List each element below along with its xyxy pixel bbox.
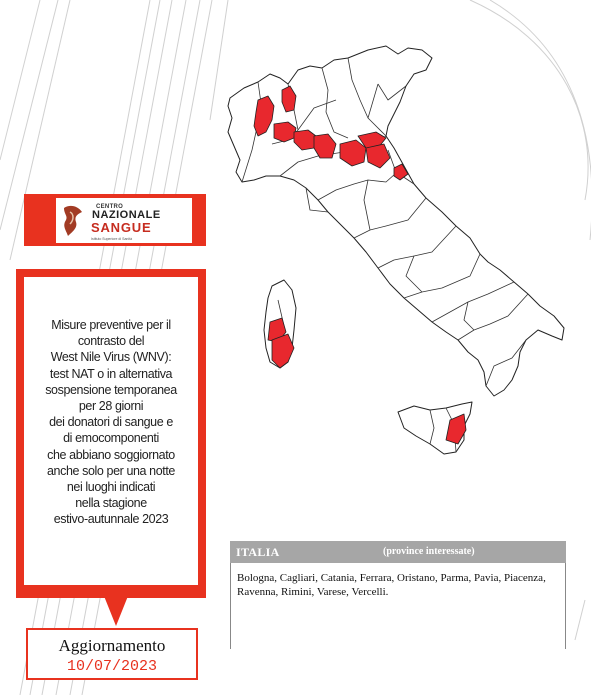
provinces-table-header bbox=[230, 541, 566, 563]
logo-text-sangue: SANGUE bbox=[91, 220, 152, 235]
info-text: Misure preventive per il contrasto del West Nile Virus (WNV): test NAT o in alternativa sospensione temporanea per 28 giorni dei donatori di sangue e di emocomponenti che abbiano soggiornato anche solo per una notte nei luoghi indicati nella stagione estivo-autunnale 2023 bbox=[45, 318, 177, 527]
blood-emblem-icon bbox=[60, 202, 86, 240]
logo-text-nazionale: NAZIONALE bbox=[92, 209, 161, 221]
callout-pointer bbox=[104, 596, 128, 626]
info-panel-inner bbox=[24, 277, 198, 585]
update-label: Aggiornamento bbox=[58, 636, 166, 655]
info-panel bbox=[16, 269, 206, 598]
logo-panel bbox=[56, 198, 192, 243]
provinces-list: Bologna, Cagliari, Catania, Ferrara, Oristano, Parma, Pavia, Piacenza, Ravenna, Rimini, Varese, Vercelli. bbox=[237, 572, 546, 598]
italy-map bbox=[218, 40, 580, 480]
provinces-table-body bbox=[230, 563, 566, 649]
centro-nazionale-sangue-logo bbox=[24, 194, 206, 246]
logo-subtitle: Istituto Superiore di Sanità bbox=[91, 237, 133, 241]
table-header-province: (province interessate) bbox=[383, 546, 475, 557]
update-box bbox=[26, 628, 198, 680]
table-header-italia: ITALIA bbox=[236, 545, 280, 559]
logo-text-centro: CENTRO bbox=[96, 204, 124, 210]
update-date: 10/07/2023 bbox=[66, 658, 157, 675]
